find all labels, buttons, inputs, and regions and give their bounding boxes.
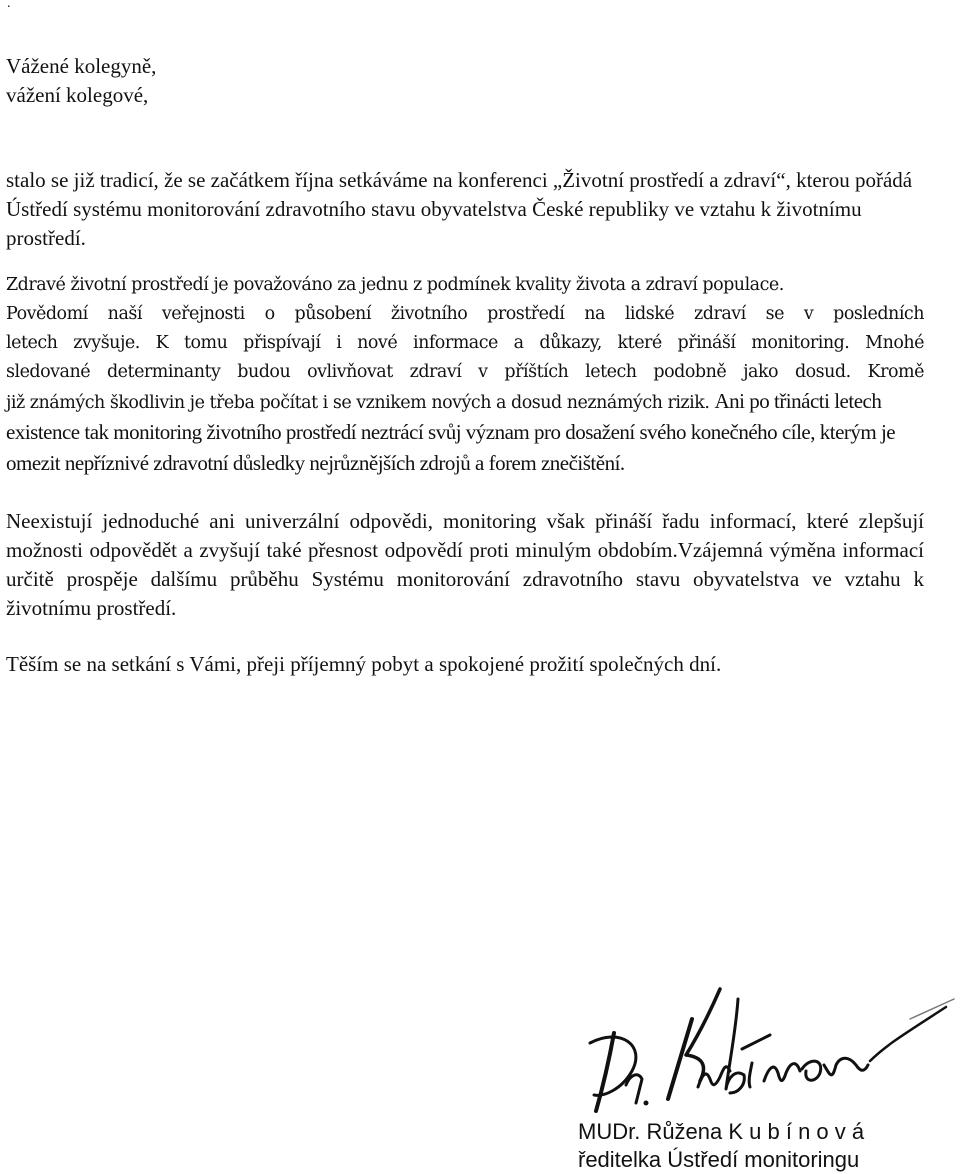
health-paragraph xyxy=(6,271,924,480)
signer-name: MUDr. Růžena K u b í n o v á xyxy=(578,1119,865,1144)
signer-title: ředitelka Ústředí monitoringu xyxy=(578,1147,860,1172)
handwritten-signature xyxy=(580,985,960,1115)
signer-block xyxy=(578,1118,864,1174)
salutation-line-2: vážení kolegové, xyxy=(6,83,149,107)
health-line-5: již známých škodlivin je třeba počítat i se vznikem nových a dosud neznámých rizik. xyxy=(6,393,710,413)
salutation xyxy=(6,52,924,110)
health-line-3: letech zvyšuje. K tomu přispívají i nové informace a důkazy, které přináší monitoring. Mnohé xyxy=(6,333,924,353)
letter-body xyxy=(6,52,924,679)
health-line-4: sledované determinanty budou ovlivňovat zdraví v příštích letech podobně jako dosud. Kromě xyxy=(6,362,924,382)
answers-paragraph: Neexistují jednoduché ani univerzální odpovědi, monitoring však přináší řadu informací, které zlepšují možnosti odpovědět a zvyšují také přesnost odpovědí proti minulým obdobím.Vzájemná výměna informací určitě prospěje dalšímu průběhu Systému monitorování zdravotního stavu obyvatelstva ve vztahu k životnímu prostředí. xyxy=(6,509,924,620)
health-line-2: Povědomí naší veřejnosti o působení životního prostředí na lidské zdraví se v posledních xyxy=(6,304,924,324)
corner-mark: . xyxy=(7,0,11,11)
health-line-6: Ani po třinácti letech existence tak monitoring životního prostředí neztrácí svůj význam pro dosažení svého konečného cíle, kterým je omezit nepříznivé zdravotní důsledky nejrůznějších zdrojů a forem znečištění. xyxy=(6,389,896,475)
salutation-line-1: Vážené kolegyně, xyxy=(6,54,157,78)
intro-paragraph: stalo se již tradicí, že se začátkem října setkáváme na konferenci „Životní prostředí a zdraví“, kterou pořádá Ústředí systému monitorování zdravotního stavu obyvatelstva České republiky ve vztahu k životnímu prostředí. xyxy=(6,168,913,250)
health-line-1: Zdravé životní prostředí je považováno za jednu z podmínek kvality života a zdraví populace. xyxy=(6,275,784,295)
welcome-paragraph: Těším se na setkání s Vámi, přeji příjemný pobyt a spokojené prožití společných dní. xyxy=(6,652,722,676)
